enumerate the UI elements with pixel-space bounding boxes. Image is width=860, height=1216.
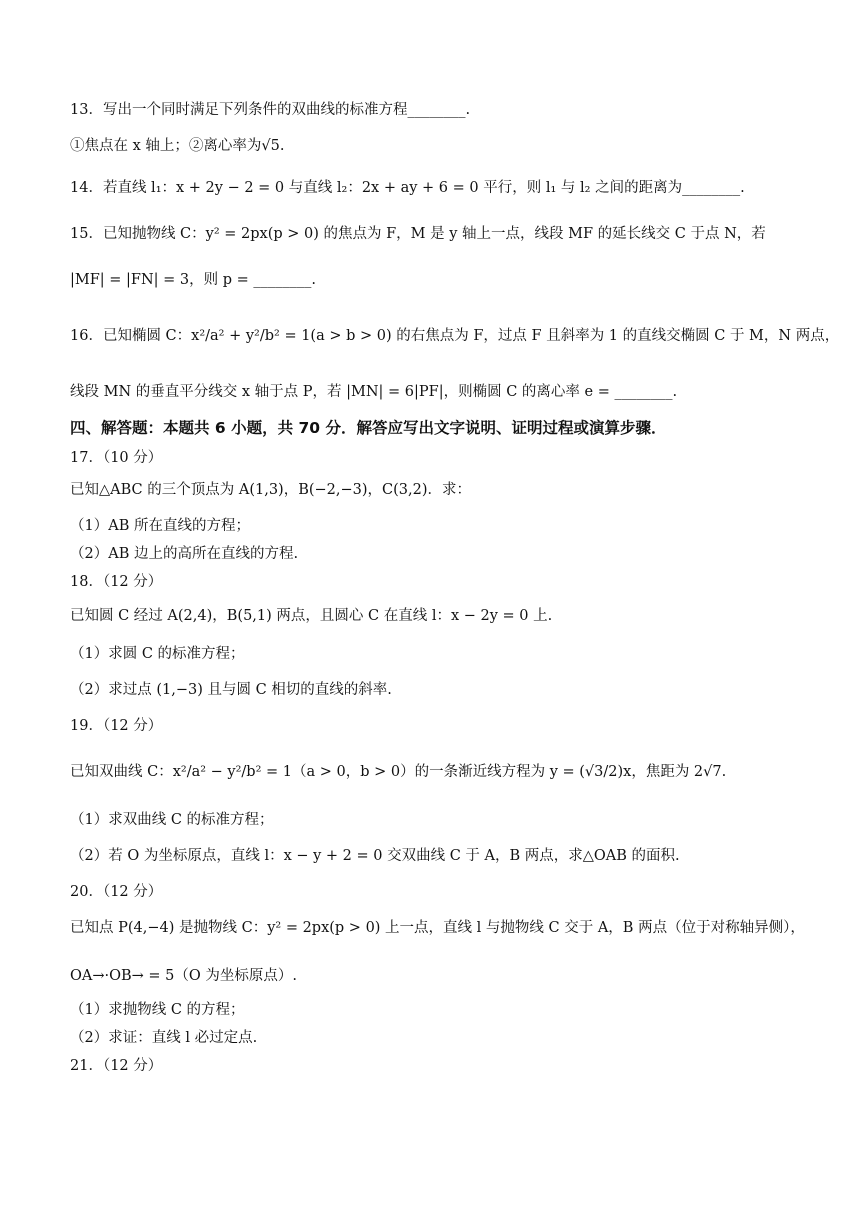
q13-text: 13．写出一个同时满足下列条件的双曲线的标准方程________. bbox=[70, 102, 471, 118]
q18-part-2: （2）求过点 (1,−3) 且与圆 C 相切的直线的斜率. bbox=[70, 682, 392, 698]
q15-text: 15．已知抛物线 C：y² = 2px(p > 0) 的焦点为 F，M 是 y 轴上一点，线段 MF 的延长线交 C 于点 N，若 bbox=[70, 226, 766, 242]
q18-text: 已知圆 C 经过 A(2,4)，B(5,1) 两点，且圆心 C 在直线 l：x − 2y = 0 上. bbox=[70, 608, 553, 624]
q17-heading: 17．（10 分） bbox=[70, 450, 163, 466]
q17-part-1: （1）AB 所在直线的方程； bbox=[70, 518, 250, 534]
q18-heading: 18．（12 分） bbox=[70, 574, 163, 590]
q18-part-1: （1）求圆 C 的标准方程； bbox=[70, 646, 245, 662]
q17-text: 已知△ABC 的三个顶点为 A(1,3)，B(−2,−3)，C(3,2)．求： bbox=[70, 482, 472, 498]
q13-conditions: ①焦点在 x 轴上；②离心率为√5. bbox=[70, 138, 285, 154]
q19-part-1: （1）求双曲线 C 的标准方程； bbox=[70, 812, 274, 828]
q16-condition: 线段 MN 的垂直平分线交 x 轴于点 P，若 |MN| = 6|PF|，则椭圆 C 的离心率 e = ________. bbox=[70, 384, 678, 400]
q20-text: 已知点 P(4,−4) 是抛物线 C：y² = 2px(p > 0) 上一点，直线 l 与抛物线 C 交于 A，B 两点（位于对称轴异侧）， bbox=[70, 920, 805, 936]
q19-heading: 19．（12 分） bbox=[70, 718, 163, 734]
section-4-title: 四、解答题：本题共 6 小题，共 70 分．解答应写出文字说明、证明过程或演算步骤． bbox=[70, 419, 667, 437]
q14-text: 14．若直线 l₁：x + 2y − 2 = 0 与直线 l₂：2x + ay + 6 = 0 平行，则 l₁ 与 l₂ 之间的距离为________. bbox=[70, 180, 745, 196]
q16-text: 16．已知椭圆 C：x²/a² + y²/b² = 1(a > b > 0) 的右焦点为 F，过点 F 且斜率为 1 的直线交椭圆 C 于 M，N 两点， bbox=[70, 328, 840, 344]
q19-text: 已知双曲线 C：x²/a² − y²/b² = 1（a > 0，b > 0）的一条渐近线方程为 y = (√3/2)x，焦距为 2√7. bbox=[70, 764, 727, 780]
q20-heading: 20．（12 分） bbox=[70, 884, 163, 900]
q20-part-1: （1）求抛物线 C 的方程； bbox=[70, 1002, 245, 1018]
q21-heading: 21．（12 分） bbox=[70, 1058, 163, 1074]
q15-condition: |MF| = |FN| = 3，则 p = ________. bbox=[70, 272, 317, 288]
q20-condition: OA→·OB→ = 5（O 为坐标原点）. bbox=[70, 968, 298, 984]
q20-part-2: （2）求证：直线 l 必过定点. bbox=[70, 1030, 258, 1046]
q17-part-2: （2）AB 边上的高所在直线的方程. bbox=[70, 546, 299, 562]
q19-part-2: （2）若 O 为坐标原点，直线 l：x − y + 2 = 0 交双曲线 C 于 A，B 两点，求△OAB 的面积. bbox=[70, 848, 680, 864]
